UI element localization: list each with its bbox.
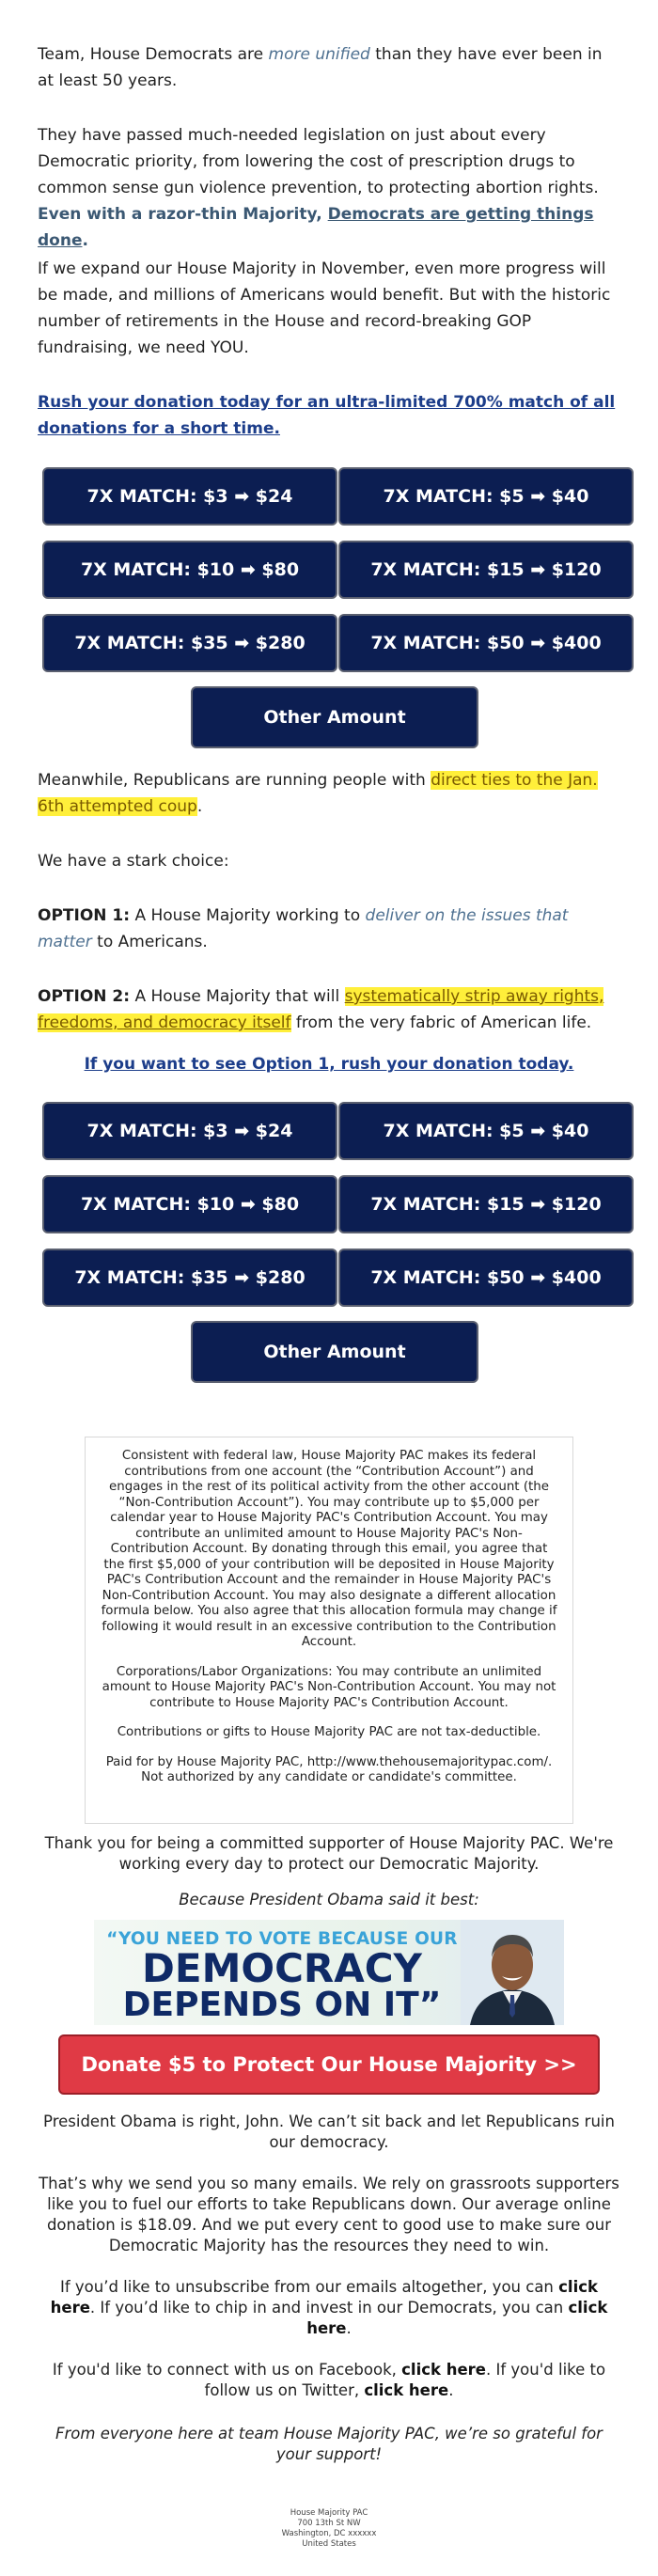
obama-quote-banner (94, 1920, 564, 2025)
donate-5-label: Donate $5 to Protect Our House Majority >> (81, 2053, 577, 2076)
footer-city: Washington, DC xxxxxx (281, 2529, 377, 2538)
banner-quote-line-3: DEPENDS ON IT” (122, 1986, 442, 2024)
obama-is-right-paragraph: President Obama is right, John. We can’t sit back and let Republicans ruin our democracy. (43, 2113, 615, 2151)
footer-street: 700 13th St NW (297, 2519, 361, 2528)
donate-5-button[interactable] (58, 2034, 600, 2095)
option-2-paragraph: OPTION 2: A House Majority that will systematically strip away rights, freedoms, and democracy itself from the very fabric of American life. (38, 987, 604, 1032)
cta-paragraph-2 (38, 1051, 620, 1077)
jan6-highlight: direct ties to the Jan. 6th attempted coup (38, 771, 598, 816)
footer-address (235, 2508, 423, 2550)
match-35-button[interactable]: 7X MATCH: $35 ➡ $280 (42, 1249, 337, 1307)
disclaimer-tax: Contributions or gifts to House Majority PAC are not tax-deductible. (117, 1725, 541, 1739)
cta-paragraph-1 (38, 389, 620, 442)
match-3-button[interactable]: 7X MATCH: $3 ➡ $24 (42, 467, 337, 526)
obama-intro: Because President Obama said it best: (179, 1891, 479, 1908)
republicans-paragraph: Meanwhile, Republicans are running people with direct ties to the Jan. 6th attempted coup. (38, 771, 598, 816)
match-3-button[interactable]: 7X MATCH: $3 ➡ $24 (42, 1102, 337, 1160)
match-5-button[interactable]: 7X MATCH: $5 ➡ $40 (338, 1102, 634, 1160)
rush-donation-link[interactable]: Rush your donation today for an ultra-limited 700% match of all donations for a short time. (38, 393, 616, 438)
match-10-button[interactable]: 7X MATCH: $10 ➡ $80 (42, 1175, 337, 1233)
intro-paragraph-3: If we expand our House Majority in November, even more progress will be made, and millions of Americans would benefit. But with the historic number of retirements in the House and record-breaking GOP fundraising, we need YOU. (38, 259, 611, 357)
disclaimer-corporations: Corporations/Labor Organizations: You may contribute an unlimited amount to House Majority PAC's Non-Contribution Account. You may not contribute to House Majority PAC's Contribution Account. (102, 1664, 556, 1710)
footer-country: United States (302, 2539, 356, 2549)
disclaimer-paid-for: Paid for by House Majority PAC, http://www.thehousemajoritypac.com/. Not authorized by any candidate or candidate's committee. (105, 1754, 553, 1784)
getting-things-done-link[interactable]: Democrats are getting things done (38, 205, 594, 250)
match-10-button[interactable]: 7X MATCH: $10 ➡ $80 (42, 541, 337, 599)
emphasis-more-unified: more unified (268, 45, 370, 64)
facebook-link[interactable]: click here (401, 2361, 486, 2379)
match-5-button[interactable]: 7X MATCH: $5 ➡ $40 (338, 467, 634, 526)
option-1-donate-link[interactable]: If you want to see Option 1, rush your donation today. (84, 1055, 574, 1074)
unsubscribe-link[interactable]: click here (50, 2278, 598, 2317)
other-amount-button[interactable]: Other Amount (191, 686, 478, 748)
grassroots-paragraph: That’s why we send you so many emails. We rely on grassroots supporters like you to fuel our efforts to take Republicans down. Our average online donation is $18.09. And we put every cent to good use to make sure our Democratic Majority has the resources they need to win. (39, 2175, 619, 2254)
match-15-button[interactable]: 7X MATCH: $15 ➡ $120 (338, 541, 634, 599)
option-1-paragraph: OPTION 1: A House Majority working to deliver on the issues that matter to Americans. (38, 906, 569, 951)
disclaimer-contribution-accounts: Consistent with federal law, House Majority PAC makes its federal contributions from one account (the “Contribution Account”) and engages in the rest of its political activity from the other account (the “Non-Contribution Account”). You may contribute up to $5,000 per calendar year to House Majority PAC's Contribution Account. You may contribute an unlimited amount to House Majority PAC's Non-Contribution Account. By donating through this email, you agree that the first $5,000 of your contribution will be deposited in House Majority PAC's Contribution Account and the remainder in House Majority PAC's Non-Contribution Account. You may also designate a different allocation formula below. You also agree that this allocation formula may change if following it would result in an excessive contribution to the Contribution Account. (101, 1449, 557, 1649)
thanks-paragraph: Thank you for being a committed supporter of House Majority PAC. We're working every day to protect our Democratic Majority. (44, 1834, 614, 1873)
obama-portrait (461, 1920, 564, 2025)
intro-paragraph-1: Team, House Democrats are more unified than they have ever been in at least 50 years. (38, 45, 603, 90)
chip-in-link[interactable]: click here (306, 2299, 608, 2337)
footer-org: House Majority PAC (290, 2508, 368, 2518)
banner-quote-line-1: “YOU NEED TO VOTE BECAUSE OUR (106, 1929, 458, 1949)
twitter-link[interactable]: click here (364, 2381, 449, 2399)
match-35-button[interactable]: 7X MATCH: $35 ➡ $280 (42, 614, 337, 672)
intro-paragraph-2: They have passed much-needed legislation on just about every Democratic priority, from lowering the cost of prescription drugs to common sense gun violence prevention, to protecting abortion rights. Even with a razor-thin Majority, Democrats are getting things done. (38, 126, 599, 250)
social-paragraph: If you'd like to connect with us on Facebook, click here. If you'd like to follow us on Twitter, click here. (52, 2361, 606, 2399)
banner-quote-line-2: DEMOCRACY (142, 1945, 422, 1991)
match-50-button[interactable]: 7X MATCH: $50 ➡ $400 (338, 614, 634, 672)
stark-choice-paragraph: We have a stark choice: (38, 852, 229, 871)
match-50-button[interactable]: 7X MATCH: $50 ➡ $400 (338, 1249, 634, 1307)
legal-disclaimer (85, 1437, 573, 1824)
strip-rights-highlight: systematically strip away rights, freedoms, and democracy itself (38, 987, 604, 1032)
match-15-button[interactable]: 7X MATCH: $15 ➡ $120 (338, 1175, 634, 1233)
unsubscribe-paragraph: If you’d like to unsubscribe from our emails altogether, you can click here. If you’d like to chip in and invest in our Democrats, you can click here. (50, 2278, 608, 2337)
closing-paragraph: From everyone here at team House Majority PAC, we’re so grateful for your support! (55, 2425, 603, 2463)
other-amount-button[interactable]: Other Amount (191, 1321, 478, 1383)
